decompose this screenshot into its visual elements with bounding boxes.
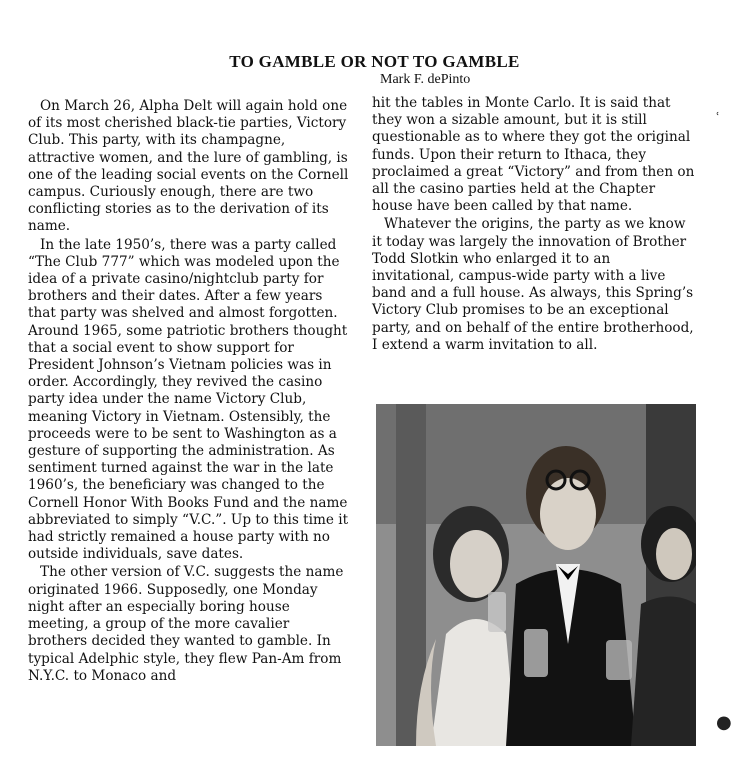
left-column [28, 98, 352, 686]
author-byline: Mark F. dePinto [380, 72, 471, 87]
print-speck: ʿ [716, 110, 720, 124]
paragraph-3-continued: hit the tables in Monte Carlo. It is said that they won a sizable amount, but it is still questionable as to where they got the original funds. Upon their return to Ithaca, they proclaimed a great “Victory” and from then on all the casino parties held at the Chapter house have been called by that name. [372, 95, 695, 215]
paragraph-4: Whatever the origins, the party as we know it today was largely the innovation of Brother Todd Slotkin who enlarged it to an invitational, campus-wide party with a live band and a full house. As always, this Spring’s Victory Club promises to be an exceptional party, and on behalf of the entire brotherhood, I extend a warm invitation to all. [372, 216, 694, 353]
party-photo-illustration [376, 404, 696, 746]
paragraph-2: In the late 1950’s, there was a party called “The Club 777” which was modeled upon the idea of a private casino/nightclub party for brothers and their dates. After a few years that party was shelved and almost forgotten. Around 1965, some patriotic brothers thought that a social event to show support for President Johnson’s Vietnam policies was in order. Accordingly, they revived the casino party idea under the name Victory Club, meaning Victory in Vietnam. Ostensibly, the proceeds were to be sent to Washington as a gesture of supporting the administration. As sentiment turned against the war in the late 1960’s, the beneficiary was changed to the Cornell Honor With Books Fund and the name abbreviated to simply “V.C.”. Up to this time it had strictly remained a house party with no outside individuals, save dates. [28, 236, 349, 563]
paragraph-3: The other version of V.C. suggests the name originated 1966. Supposedly, one Monday night after an especially boring house meeting, a group of the more cavalier brothers decided they wanted to gamble. In typical Adelphic style, they flew Pan-Am from N.Y.C. to Monaco and [28, 564, 344, 684]
party-photo [376, 404, 696, 746]
article-title: TO GAMBLE OR NOT TO GAMBLE [229, 52, 520, 71]
paragraph-1: On March 26, Alpha Delt will again hold one of its most cherished black-tie parties, Victory Club. This party, with its champagne, attractive women, and the lure of gambling, is one of the leading social events on the Cornell campus. Curiously enough, there are two conflicting stories as to the derivation of its name. [28, 98, 349, 235]
right-column [372, 95, 696, 355]
print-speck: ● [716, 712, 732, 733]
